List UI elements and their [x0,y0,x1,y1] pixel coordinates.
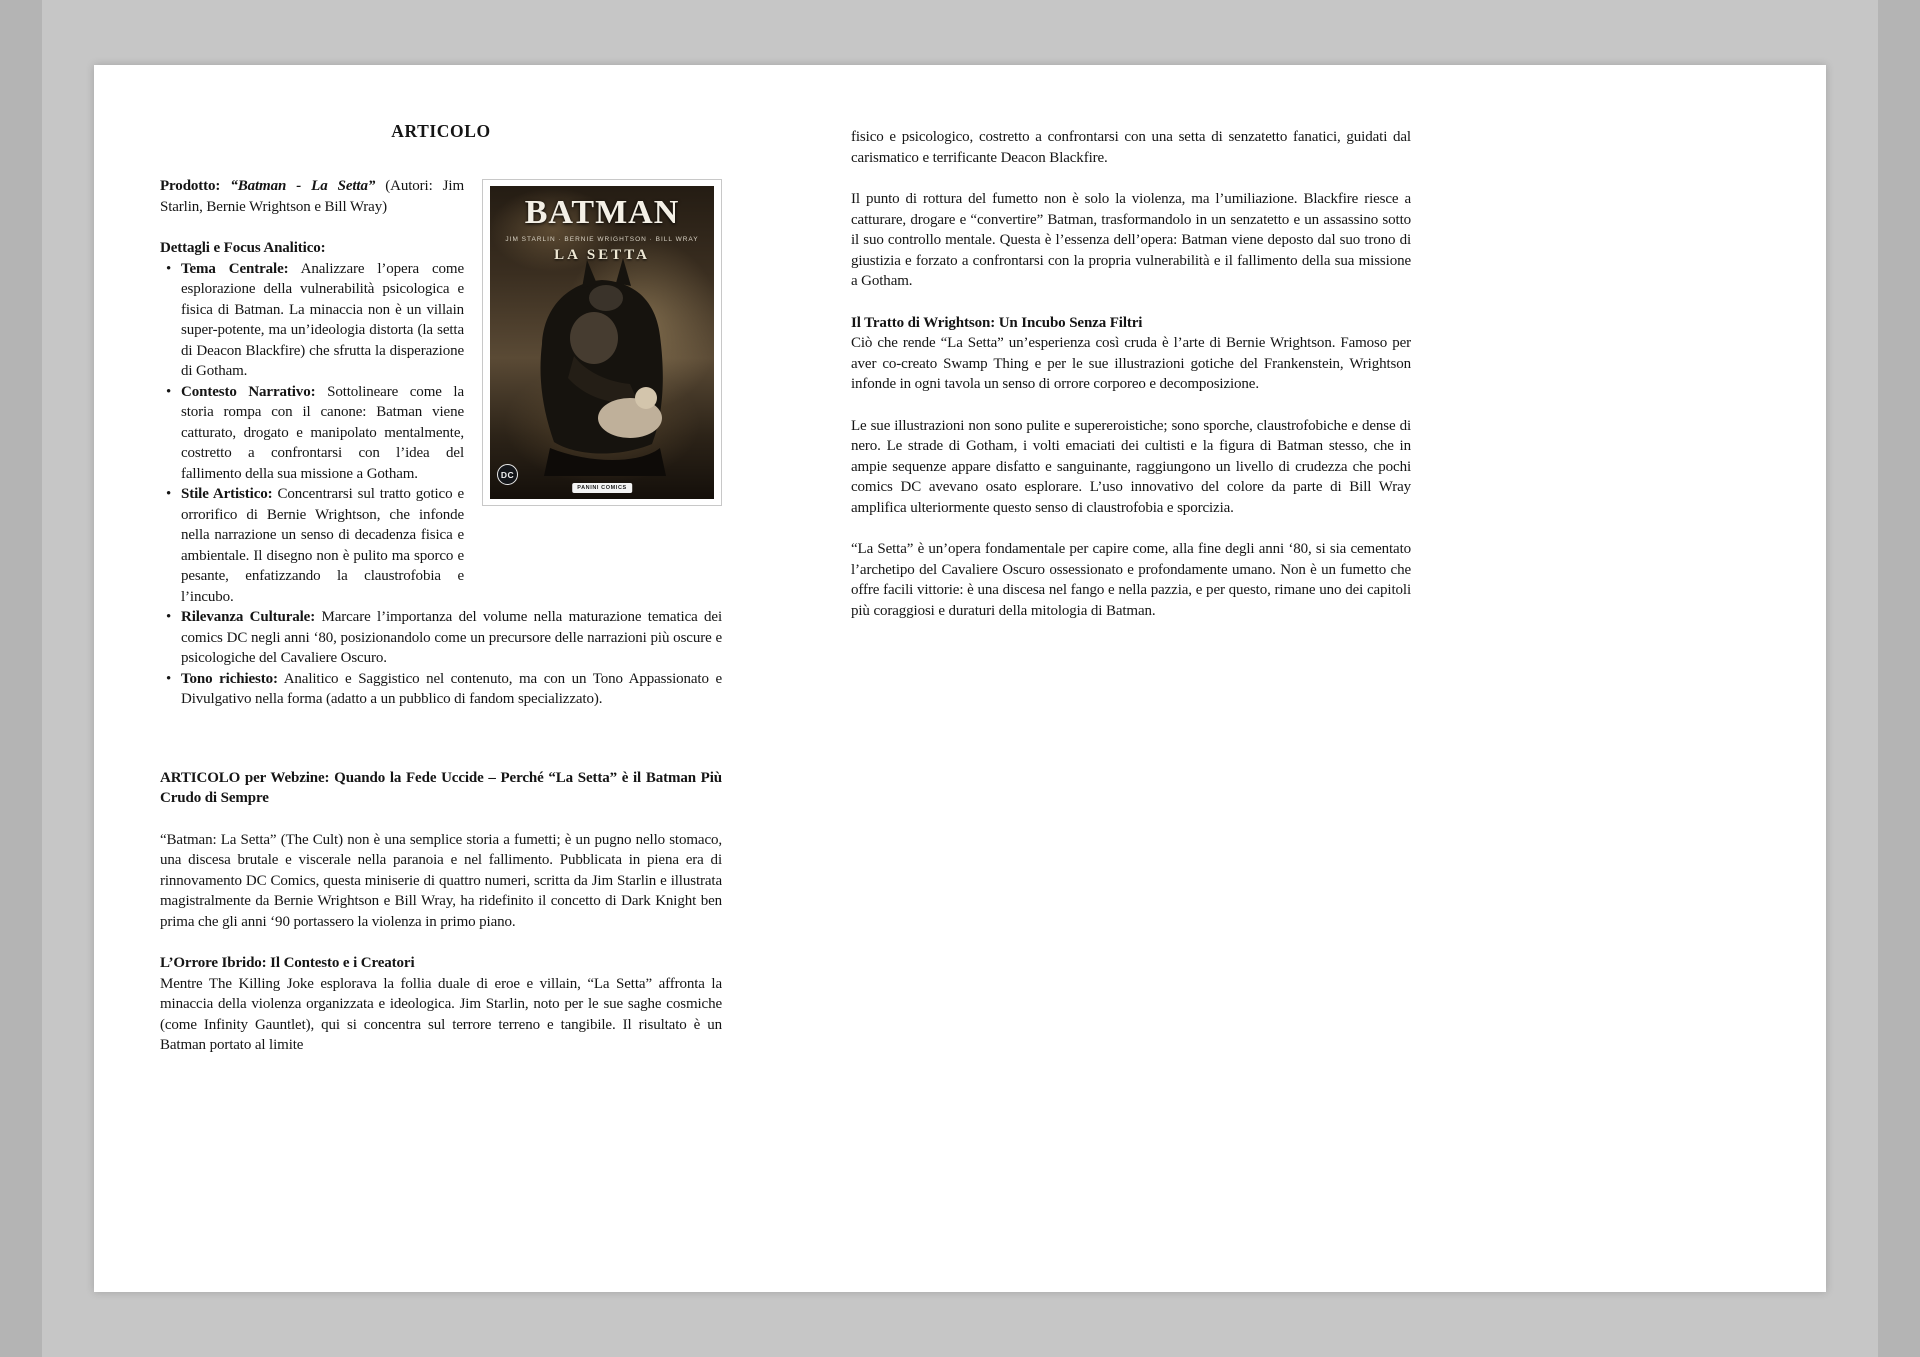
bullet-label: Tono richiesto: [181,670,278,687]
product-name: “Batman - La Setta” [230,178,376,194]
cover-subtitle: LA SETTA [554,247,650,263]
document-page [94,65,1826,1292]
bullet-text: Analizzare l’opera come esplorazione della vulnerabilità psicologica e fisica di Batman. La minaccia non è un villain super-potente, ma un’ideologia distorta (la setta di Deacon Blackfire) che sfrutta la disperazione di Gotham. [181,260,464,379]
background-right-edge [1878,0,1920,1357]
breaking-point-paragraph: Il punto di rottura del fumetto non è solo la violenza, ma l’umiliazione. Blackfire riesce a catturare, drogare e “convertire” Batman, trasformandolo in un senzatetto e un assassino sotto il suo controllo mentale. Questa è l’essenza dell’opera: Batman viene deposto dal suo trono di giustizia e forzato a confrontarsi con la propria vulnerabilità e il fallimento della sua missione a Gotham. [851,191,1411,289]
bullet-item-rilevanza-culturale [160,607,722,669]
bullet-label: Rilevanza Culturale: [181,609,316,625]
cover-credits: JIM STARLIN · BERNIE WRIGHTSON · BILL WRAY [505,236,699,243]
webzine-intro-paragraph: “Batman: La Setta” (The Cult) non è una semplice storia a fumetti; è un pugno nello stomaco, una discesa brutale e viscerale nella paranoia e nel fallimento. Pubblicata in piena era di rinnovamento DC Comics, questa miniserie di quattro numeri, scritta da Jim Starlin e illustrata magistralmente da Bernie Wrightson e Bill Wray, ha ridefinito il concetto di Dark Knight ben prima che gli anni ‘90 portassero la violenza in primo piano. [160,831,722,930]
product-authors: (Autori: Jim Starlin, Bernie Wrightson e Bill Wray) [160,178,464,215]
webzine-article-heading: ARTICOLO per Webzine: Quando la Fede Uccide – Perché “La Setta” è il Batman Più Crudo di Sempre [160,769,722,806]
product-label: Prodotto: [160,178,221,194]
dc-logo-icon: DC [497,464,518,485]
continuation-paragraph: fisico e psicologico, costretto a confrontarsi con una setta di senzatetto fanatici, guidati dal carismatico e terrificante Deacon Blackfire. [851,129,1411,166]
panini-logo: PANINI COMICS [572,483,632,493]
bullet-item-contesto-narrativo [160,382,722,485]
bullet-item-stile-artistico [160,484,722,607]
details-heading: Dettagli e Focus Analitico: [160,240,326,256]
bullet-item-tema-centrale [160,259,722,382]
bullet-item-tono-richiesto [160,669,722,710]
wrightson-paragraph: Ciò che rende “La Setta” un’esperienza così cruda è l’arte di Bernie Wrightson. Famoso per aver co-creato Swamp Thing e per le sue illustrazioni gotiche del Frankenstein, Wrightson infonde in ogni tavola un senso di orrore corporeo e decomposizione. [851,335,1411,392]
right-column [851,127,1411,621]
illustrations-paragraph: Le sue illustrazioni non sono pulite e supereroistiche; sono sporche, claustrofobiche e dense di nero. Le strade di Gotham, i volti emaciati dei cultisti e la figura di Batman stesso, che in ampie sequenze appare disfatto e sanguinante, raggiungono un livello di crudezza che pochi comics DC avevano osato esplorare. L’uso innovativo del colore da parte di Bill Wray amplifica ulteriormente questo senso di claustrofobia e sporcizia. [851,417,1411,516]
bullet-text: Concentrarsi sul tratto gotico e orrorifico di Bernie Wrightson, che infonde nella narrazione un senso di decadenza fisica e ambientale. Il disegno non è pulito ma sporco e pesante, enfatizzando la claustrofobia e l’incubo. [181,486,464,605]
bullet-label: Stile Artistico: [181,486,273,502]
closing-paragraph: “La Setta” è un’opera fondamentale per capire come, alla fine degli anni ‘80, si sia cementato l’archetipo del Cavaliere Oscuro ossessionato e profondamente umano. Non è un fumetto che offre facili vittorie: è una discesa nel fango e nella pazzia, e per questo, rimane uno dei capitoli più coraggiosi e duraturi della mitologia di Batman. [851,541,1411,619]
bullet-label: Tema Centrale: [181,260,289,277]
bullet-text: Sottolineare come la storia rompa con il canone: Batman viene catturato, drogato e manipolato mentalmente, costretto a confrontarsi con l’idea del fallimento della sua missione a Gotham. [181,383,464,482]
analysis-bullet-list [160,259,722,710]
wrightson-section-heading: Il Tratto di Wrightson: Un Incubo Senza Filtri [851,314,1143,331]
background-left-edge [0,0,42,1357]
left-column [160,121,722,1056]
left-column-flow [160,176,722,1056]
bullet-text: Analitico e Saggistico nel contenuto, ma con un Tono Appassionato e Divulgativo nella forma (adatto a un pubblico di fandom specializzato). [181,670,722,707]
context-section-heading: L’Orrore Ibrido: Il Contesto e i Creatori [160,955,415,971]
context-paragraph: Mentre The Killing Joke esplorava la follia duale di eroe e villain, “La Setta” affronta la minaccia della violenza organizzata e ideologica. Jim Starlin, noto per le sue saghe cosmiche (come Infinity Gauntlet), qui si concentra sul terrore terreno e tangibile. Il risultato è un Batman portato al limite [160,975,722,1053]
article-title: ARTICOLO [391,121,491,141]
cover-title: BATMAN [524,194,680,231]
bullet-label: Contesto Narrativo: [181,383,316,400]
bullet-text: Marcare l’importanza del volume nella maturazione tematica dei comics DC negli anni ‘80, posizionandolo come un precursore delle narrazioni più oscure e psicologiche del Cavaliere Oscuro. [181,609,722,666]
